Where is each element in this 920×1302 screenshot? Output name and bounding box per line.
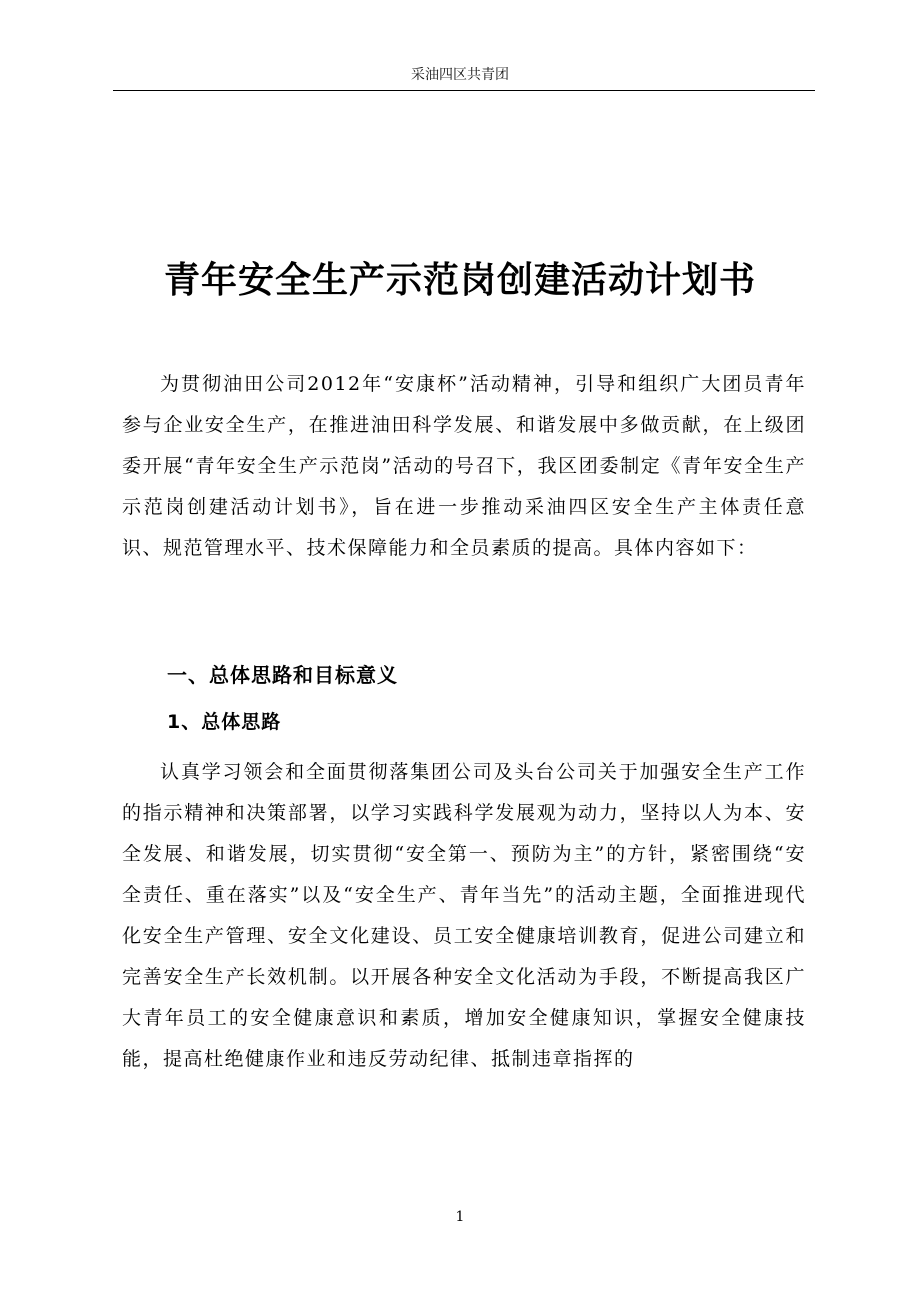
section-paragraph: 认真学习领会和全面贯彻落集团公司及头台公司关于加强安全生产工作的指示精神和决策部署，以学习实践科学发展观为动力，坚持以人为本、安全发展、和谐发展，切实贯彻“安全第一、预防为主”的方针，紧密围绕“安全责任、重在落实”以及“安全生产、青年当先”的活动主题，全面推进现代化安全生产管理、安全文化建设、员工安全健康培训教育，促进公司建立和完善安全生产长效机制。以开展各种安全文化活动为手段，不断提高我区广大青年员工的安全健康意识和素质，增加安全健康知识，掌握安全健康技能，提高杜绝健康作业和违反劳动纪律、抵制违章指挥的 xyxy=(122,761,806,1070)
page-number: 1 xyxy=(455,1209,465,1225)
document-title: 青年安全生产示范岗创建活动计划书 xyxy=(163,260,756,301)
intro-block xyxy=(122,364,806,569)
running-header: 采油四区共青团 xyxy=(411,67,509,83)
subsection-heading: 1、总体思路 xyxy=(167,711,282,733)
header-divider xyxy=(113,90,815,91)
section-body-block xyxy=(122,752,806,1080)
intro-paragraph: 为贯彻油田公司2012年“安康杯”活动精神，引导和组织广大团员青年参与企业安全生产，在推进油田科学发展、和谐发展中多做贡献，在上级团委开展“青年安全生产示范岗”活动的号召下，我区团委制定《青年安全生产示范岗创建活动计划书》，旨在进一步推动采油四区安全生产主体责任意识、规范管理水平、技术保障能力和全员素质的提高。具体内容如下： xyxy=(122,373,806,559)
section-heading: 一、总体思路和目标意义 xyxy=(167,663,398,687)
